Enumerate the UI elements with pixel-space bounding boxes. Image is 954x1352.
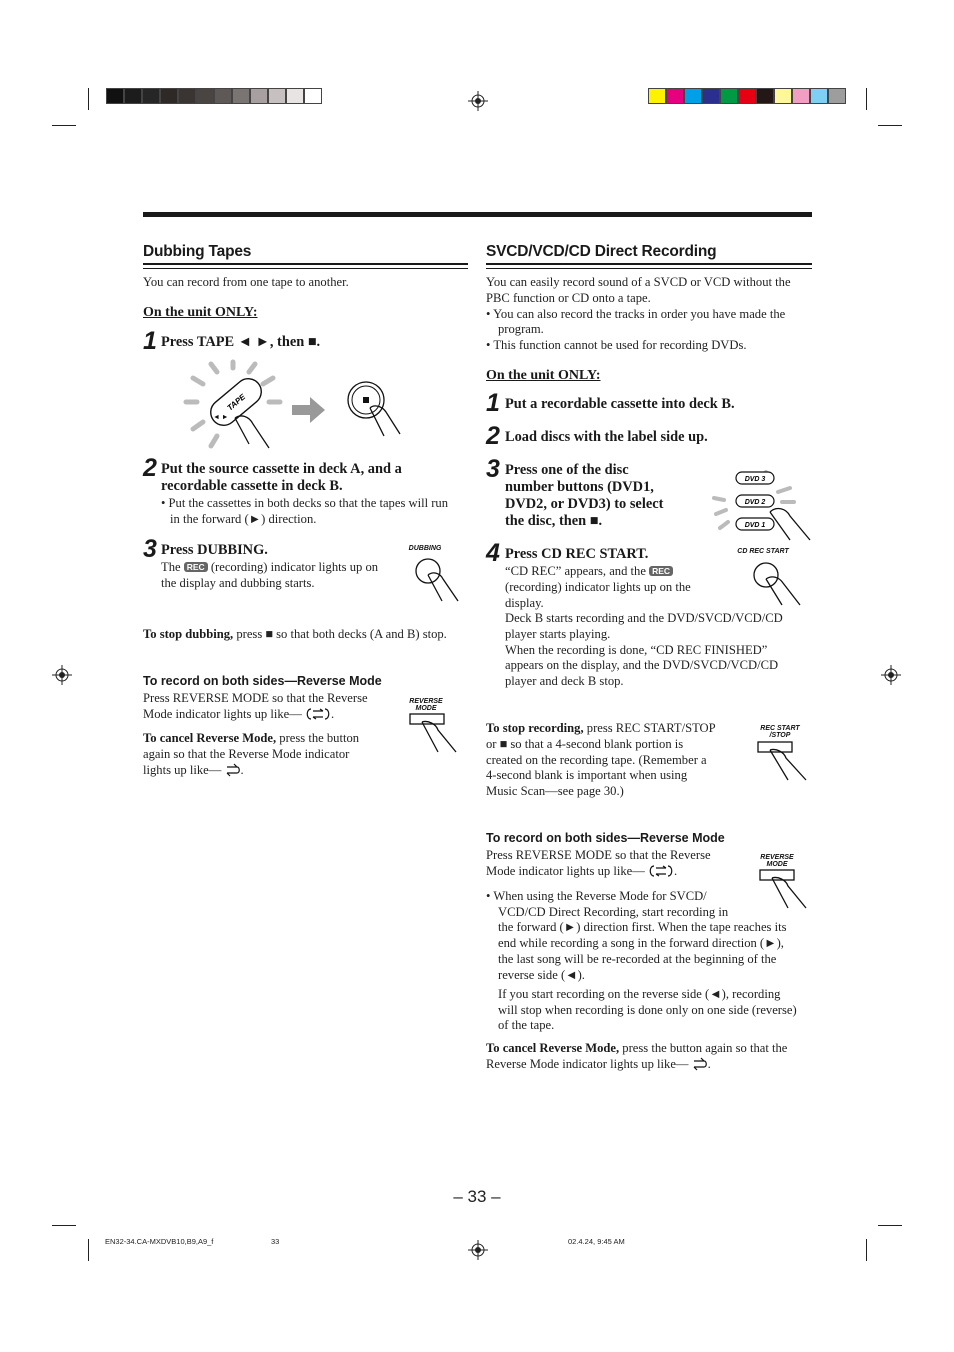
reverse-note: end while recording a song in the forward direction (►), xyxy=(498,936,784,950)
step-note xyxy=(505,564,673,580)
unit-only-heading: On the unit ONLY: xyxy=(486,368,601,383)
intro-bullet: program. xyxy=(498,322,544,336)
unit-only-heading: On the unit ONLY: xyxy=(143,305,258,320)
dubbing-button-label: DUBBING xyxy=(408,545,442,552)
tape-button-illustration xyxy=(183,362,283,454)
section-title-dubbing: Dubbing Tapes xyxy=(143,243,252,260)
dvd2-label: DVD 2 xyxy=(744,499,766,506)
tape-button-label: TAPE xyxy=(225,392,248,413)
step-text: Press one of the disc xyxy=(505,462,629,478)
reverse-one-side-icon xyxy=(225,763,241,777)
stop-button-illustration xyxy=(344,378,404,440)
color-swatch xyxy=(250,88,268,104)
step-note: When the recording is done, “CD REC FINISHED” xyxy=(505,643,768,657)
crop-mark xyxy=(866,1239,867,1261)
step-note: (recording) indicator lights up on the xyxy=(505,580,691,594)
dvd-buttons-illustration xyxy=(706,466,812,540)
stop-recording-text xyxy=(486,721,716,737)
registration-target-icon xyxy=(881,665,901,685)
color-swatch xyxy=(738,88,756,104)
rec-indicator-badge: REC xyxy=(184,562,208,572)
cancel-reverse-lead: To cancel Reverse Mode, xyxy=(143,731,277,745)
rec-start-stop-label xyxy=(752,725,808,739)
crop-mark xyxy=(52,125,76,126)
step-number: 2 xyxy=(143,454,157,482)
cancel-reverse-line: press the button xyxy=(276,731,360,745)
step-note: appears on the display, and the DVD/SVCD/VCD/CD xyxy=(505,658,779,672)
cancel-reverse-text: again so that the Reverse Mode indicator xyxy=(143,747,350,761)
cd-rec-start-button-illustration xyxy=(748,557,810,605)
color-swatch xyxy=(684,88,702,104)
color-swatch xyxy=(304,88,322,104)
color-swatch xyxy=(124,88,142,104)
footer-page: 33 xyxy=(271,1237,280,1246)
color-swatch xyxy=(810,88,828,104)
color-swatch xyxy=(774,88,792,104)
reverse-mode-heading: To record on both sides—Reverse Mode xyxy=(143,674,382,688)
step-number: 3 xyxy=(486,455,500,483)
color-swatch xyxy=(268,88,286,104)
intro-text: You can record from one tape to another. xyxy=(143,275,349,289)
step-text: Put a recordable cassette into deck B. xyxy=(505,396,735,412)
cancel-reverse-text: lights up like— . xyxy=(143,763,244,777)
step-note: player starts playing. xyxy=(505,627,611,641)
color-swatch xyxy=(756,88,774,104)
dvd3-label: DVD 3 xyxy=(744,476,766,483)
title-rule xyxy=(143,263,468,265)
reverse-label-line: REVERSE xyxy=(760,854,794,861)
stop-recording-text: 4-second blank is important when using xyxy=(486,768,688,782)
cancel-reverse-text xyxy=(486,1041,787,1057)
step-note-text: (recording) indicator lights up on xyxy=(210,560,379,574)
reverse-mode-text: Mode indicator lights up like— . xyxy=(143,707,335,721)
step-text: number buttons (DVD1, xyxy=(505,479,654,495)
intro-text: You can easily record sound of a SVCD or VCD without the xyxy=(486,275,791,289)
step-note: • Put the cassettes in both decks so that the tapes will run xyxy=(161,496,449,510)
reverse-mode-button-illustration xyxy=(758,868,818,912)
step-note: in the forward (►) direction. xyxy=(170,512,317,526)
section-title-direct-recording: SVCD/VCD/CD Direct Recording xyxy=(486,243,717,260)
arrow-right-icon xyxy=(292,397,326,423)
step-text: recordable cassette in deck B. xyxy=(161,478,343,494)
crop-mark xyxy=(866,88,867,110)
cancel-reverse-line: press the button again so that the xyxy=(619,1041,788,1055)
title-rule xyxy=(486,268,812,269)
cancel-reverse-line: Reverse Mode indicator lights up like— xyxy=(486,1057,689,1071)
stop-recording-line: press REC START/STOP xyxy=(583,721,716,735)
reverse-note: • When using the Reverse Mode for SVCD/ xyxy=(486,889,707,903)
reverse-both-sides-icon xyxy=(648,864,674,878)
color-swatch xyxy=(720,88,738,104)
step-note-text: The xyxy=(161,560,181,574)
crop-mark xyxy=(88,1239,89,1261)
step-note: player and deck B stop. xyxy=(505,674,624,688)
intro-text: PBC function or CD onto a tape. xyxy=(486,291,651,305)
reverse-mode-button-illustration xyxy=(408,712,468,756)
stop-icon xyxy=(363,397,369,403)
step-number: 2 xyxy=(486,422,500,450)
color-swatch xyxy=(828,88,846,104)
rec-start-label-line: REC START xyxy=(760,725,800,732)
rec-start-stop-button-illustration xyxy=(756,740,816,784)
cancel-reverse-lead: To cancel Reverse Mode, xyxy=(486,1041,620,1055)
stop-recording-text: created on the recording tape. (Remember a xyxy=(486,753,707,767)
step-number: 1 xyxy=(143,327,157,355)
color-swatch xyxy=(702,88,720,104)
reverse-mode-text-line: Mode indicator lights up like— xyxy=(486,864,645,878)
crop-mark xyxy=(88,88,89,110)
crop-mark xyxy=(878,1225,902,1226)
reverse-mode-text: Press REVERSE MODE so that the Reverse xyxy=(143,691,368,705)
reverse-note: the forward (►) direction first. When the tape reaches its xyxy=(498,920,787,934)
color-swatch xyxy=(666,88,684,104)
step-text: the disc, then ■. xyxy=(505,513,603,529)
reverse-one-side-icon xyxy=(692,1057,708,1071)
stop-recording-lead: To stop recording, xyxy=(486,721,584,735)
registration-target-icon xyxy=(468,91,488,111)
intro-bullet: • You can also record the tracks in order you have made the xyxy=(486,307,786,321)
intro-bullet: • This function cannot be used for recording DVDs. xyxy=(486,338,747,352)
reverse-mode-text: Press REVERSE MODE so that the Reverse xyxy=(486,848,711,862)
step-number: 3 xyxy=(143,535,157,563)
registration-target-icon xyxy=(468,1240,488,1260)
title-rule xyxy=(486,263,812,265)
registration-target-icon xyxy=(52,665,72,685)
cancel-reverse-text xyxy=(143,731,359,747)
step-number: 1 xyxy=(486,389,500,417)
reverse-label-line: MODE xyxy=(415,705,437,712)
color-swatch xyxy=(106,88,124,104)
color-swatch xyxy=(196,88,214,104)
step-text: Press CD REC START. xyxy=(505,546,649,562)
step-text: Put the source cassette in deck A, and a xyxy=(161,461,402,477)
color-swatch xyxy=(214,88,232,104)
step-number: 4 xyxy=(486,539,500,567)
reverse-mode-button-label xyxy=(405,698,447,712)
reverse-both-sides-icon xyxy=(305,707,331,721)
footer-date: 02.4.24, 9:45 AM xyxy=(568,1237,625,1246)
crop-mark xyxy=(878,125,902,126)
reverse-note: the last song will be re-recorded at the beginning of the xyxy=(498,952,777,966)
reverse-note: will stop when recording is done only on one side (reverse) xyxy=(498,1003,797,1017)
reverse-mode-heading: To record on both sides—Reverse Mode xyxy=(486,831,725,845)
cancel-reverse-text: Reverse Mode indicator lights up like— . xyxy=(486,1057,711,1071)
reverse-mode-text: Mode indicator lights up like— . xyxy=(486,864,678,878)
reverse-label-line: MODE xyxy=(766,861,788,868)
reverse-note: If you start recording on the reverse side (◄), recording xyxy=(498,987,781,1001)
cd-rec-start-label: CD REC START xyxy=(737,548,789,555)
footer-filename: EN32-34.CA-MXDVB10,B9,A9_f xyxy=(105,1237,214,1246)
color-swatch xyxy=(232,88,250,104)
rec-start-label-line: /STOP xyxy=(769,732,791,739)
step-note: display. xyxy=(505,596,544,610)
color-swatch xyxy=(286,88,304,104)
color-swatch xyxy=(178,88,196,104)
cancel-reverse-line: lights up like— xyxy=(143,763,222,777)
step-note-text: “CD REC” appears, and the xyxy=(505,564,646,578)
stop-dubbing-lead: To stop dubbing, xyxy=(143,627,234,641)
color-swatch xyxy=(160,88,178,104)
reverse-note: reverse side (◄). xyxy=(498,968,585,982)
reverse-mode-button-label xyxy=(756,854,798,868)
title-rule xyxy=(143,268,468,269)
step-note: Deck B starts recording and the DVD/SVCD/VCD/CD xyxy=(505,611,783,625)
stop-recording-text: or ■ so that a 4-second blank portion is xyxy=(486,737,684,751)
page-number: – 33 – xyxy=(453,1187,501,1206)
reverse-note: of the tape. xyxy=(498,1018,555,1032)
color-swatch xyxy=(792,88,810,104)
stop-recording-text: Music Scan—see page 30.) xyxy=(486,784,624,798)
dubbing-button-illustration xyxy=(408,553,464,603)
stop-dubbing-note xyxy=(143,627,447,643)
crop-mark xyxy=(52,1225,76,1226)
step-note xyxy=(161,560,378,576)
step-text: Press TAPE ◄ ►, then ■. xyxy=(161,334,321,350)
step-text: Load discs with the label side up. xyxy=(505,429,708,445)
header-bar xyxy=(143,212,812,217)
reverse-note: VCD/CD Direct Recording, start recording in xyxy=(498,905,729,919)
stop-dubbing-text: press ■ so that both decks (A and B) stop. xyxy=(233,627,447,641)
reverse-label-line: REVERSE xyxy=(409,698,443,705)
step-text: Press DUBBING. xyxy=(161,542,268,558)
color-swatch xyxy=(142,88,160,104)
reverse-mode-text-line: Mode indicator lights up like— xyxy=(143,707,302,721)
rec-indicator-badge: REC xyxy=(649,566,673,576)
left-right-arrows-icon: ◄ ► xyxy=(213,413,229,421)
step-note: the display and dubbing starts. xyxy=(161,576,315,590)
dvd1-label: DVD 1 xyxy=(744,522,766,529)
color-swatch xyxy=(648,88,666,104)
step-text: DVD2, or DVD3) to select xyxy=(505,496,664,512)
